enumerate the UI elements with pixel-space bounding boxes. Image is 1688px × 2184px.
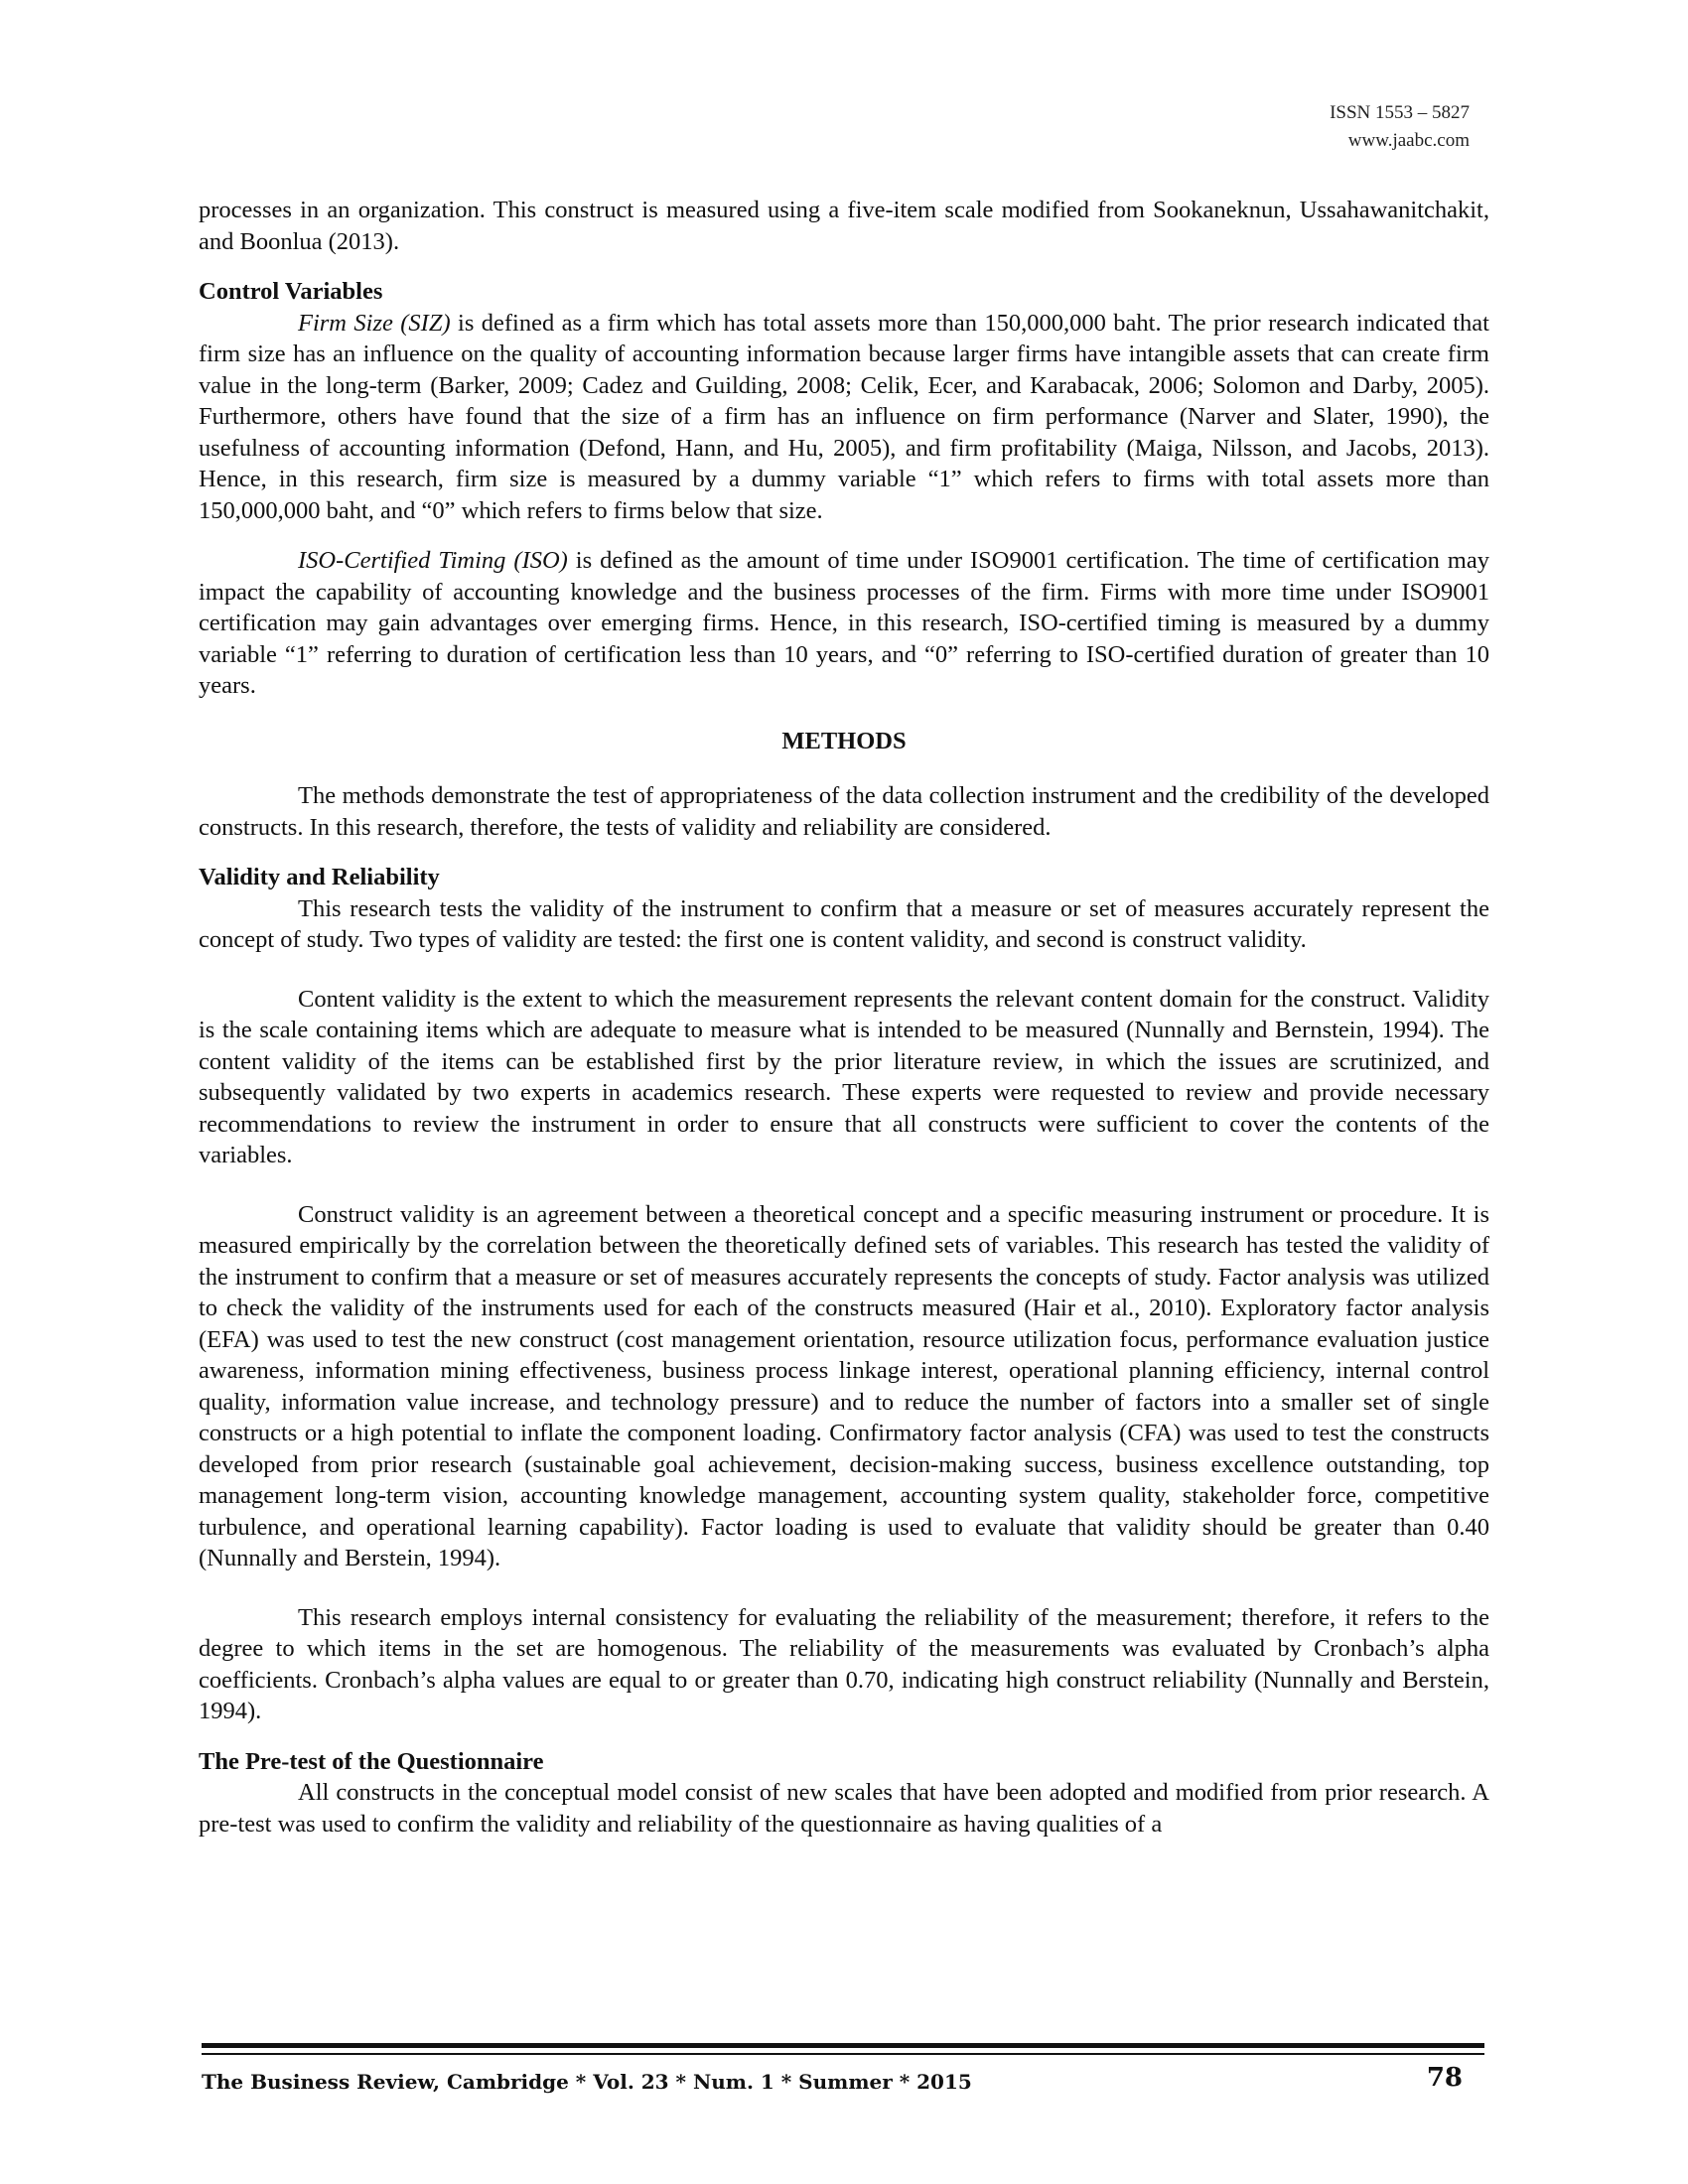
- iso-text: is defined as the amount of time under ISO9001 certification. The time of certification may impact the capability of accounting knowledge and the business processes of the firm. Firms with more time under ISO9001 certification may gain advantages over emerging firms. Hence, in this research, ISO-certified timing is measured by a dummy variable “1” referring to duration of certification less than 10 years, and “0” referring to ISO-certified duration of greater than 10 years.: [199, 547, 1489, 699]
- pretest-paragraph: All constructs in the conceptual model consist of new scales that have been adopted and modified from prior research. A pre-test was used to confirm the validity and reliability of the questionnaire as having qualities of a: [199, 1779, 1489, 1838]
- article-body: [199, 195, 1489, 1840]
- paragraph-continuation: processes in an organization. This construct is measured using a five-item scale modified from Sookaneknun, Ussahawanitchakit, and Boonlua (2013).: [199, 197, 1489, 255]
- validity-paragraph-2: Content validity is the extent to which the measurement represents the relevant content domain for the construct. Validity is the scale containing items which are adequate to measure what is intended to be measured (Nunnally and Bernstein, 1994). The content validity of the items can be established first by the prior literature review, in which the issues are scrutinized, and subsequently validated by two experts in academics research. These experts were requested to review and provide necessary recommendations to review the instrument in order to ensure that all constructs were sufficient to cover the contents of the variables.: [199, 985, 1489, 1168]
- validity-paragraph-3: Construct validity is an agreement between a theoretical concept and a specific measuring instrument or procedure. It is measured empirically by the correlation between the theoretically defined sets of variables. This research has tested the validity of the instrument to confirm that a measure or set of measures accurately represents the concepts of study. Factor analysis was utilized to check the validity of the instruments used for each of the constructs measured (Hair et al., 2010). Exploratory factor analysis (EFA) was used to test the new construct (cost management orientation, resource utilization focus, performance evaluation justice awareness, information mining effectiveness, business process linkage interest, operational planning efficiency, internal control quality, information value increase, and technology pressure) and to reduce the number of factors into a smaller set of single constructs or a high potential to inflate the component loading. Confirmatory factor analysis (CFA) was used to test the constructs developed from prior research (sustainable goal achievement, decision-making success, business excellence outstanding, top management long-term vision, accounting knowledge management, accounting system quality, stakeholder force, competitive turbulence, and operational learning capability). Factor loading is used to evaluate that validity should be greater than 0.40 (Nunnally and Berstein, 1994).: [199, 1200, 1489, 1571]
- firm-size-paragraph: [199, 308, 1489, 527]
- iso-term: ISO-Certified Timing (ISO): [298, 547, 568, 574]
- page-number: 78: [1426, 2063, 1463, 2093]
- methods-heading: METHODS: [781, 727, 907, 754]
- website-text: www.jaabc.com: [1347, 130, 1470, 151]
- footer-rule-thick: [202, 2043, 1484, 2048]
- methods-paragraph: The methods demonstrate the test of appropriateness of the data collection instrument and the credibility of the developed constructs. In this research, therefore, the tests of validity and reliability are considered.: [199, 782, 1489, 841]
- control-variables-heading: Control Variables: [199, 278, 383, 305]
- journal-citation: The Business Review, Cambridge * Vol. 23 * Num. 1 * Summer * 2015: [202, 2070, 972, 2094]
- pretest-heading: The Pre-test of the Questionnaire: [199, 1747, 544, 1775]
- footer-rule-thin: [202, 2053, 1484, 2055]
- validity-heading: Validity and Reliability: [199, 864, 440, 890]
- page-header: [1330, 99, 1470, 155]
- issn-text: ISSN 1553 – 5827: [1330, 102, 1470, 123]
- iso-paragraph: [199, 545, 1489, 702]
- validity-paragraph-4: This research employs internal consistency for evaluating the reliability of the measurement; therefore, it refers to the degree to which items in the set are homogenous. The reliability of the measurements was evaluated by Cronbach’s alpha coefficients. Cronbach’s alpha values are equal to or greater than 0.70, indicating high construct reliability (Nunnally and Berstein, 1994).: [199, 1603, 1489, 1724]
- firm-size-text: is defined as a firm which has total assets more than 150,000,000 baht. The prior research indicated that firm size has an influence on the quality of accounting information because larger firms have intangible assets that can create firm value in the long-term (Barker, 2009; Cadez and Guilding, 2008; Celik, Ecer, and Karabacak, 2006; Solomon and Darby, 2005). Furthermore, others have found that the size of a firm has an influence on firm performance (Narver and Slater, 1990), the usefulness of accounting information (Defond, Hann, and Hu, 2005), and firm profitability (Maiga, Nilsson, and Jacobs, 2013). Hence, in this research, firm size is measured by a dummy variable “1” which refers to firms with total assets more than 150,000,000 baht, and “0” which refers to firms below that size.: [199, 309, 1489, 524]
- validity-paragraph-1: This research tests the validity of the instrument to confirm that a measure or set of measures accurately represent the concept of study. Two types of validity are tested: the first one is content validity, and second is construct validity.: [199, 894, 1489, 953]
- firm-size-term: Firm Size (SIZ): [298, 309, 451, 337]
